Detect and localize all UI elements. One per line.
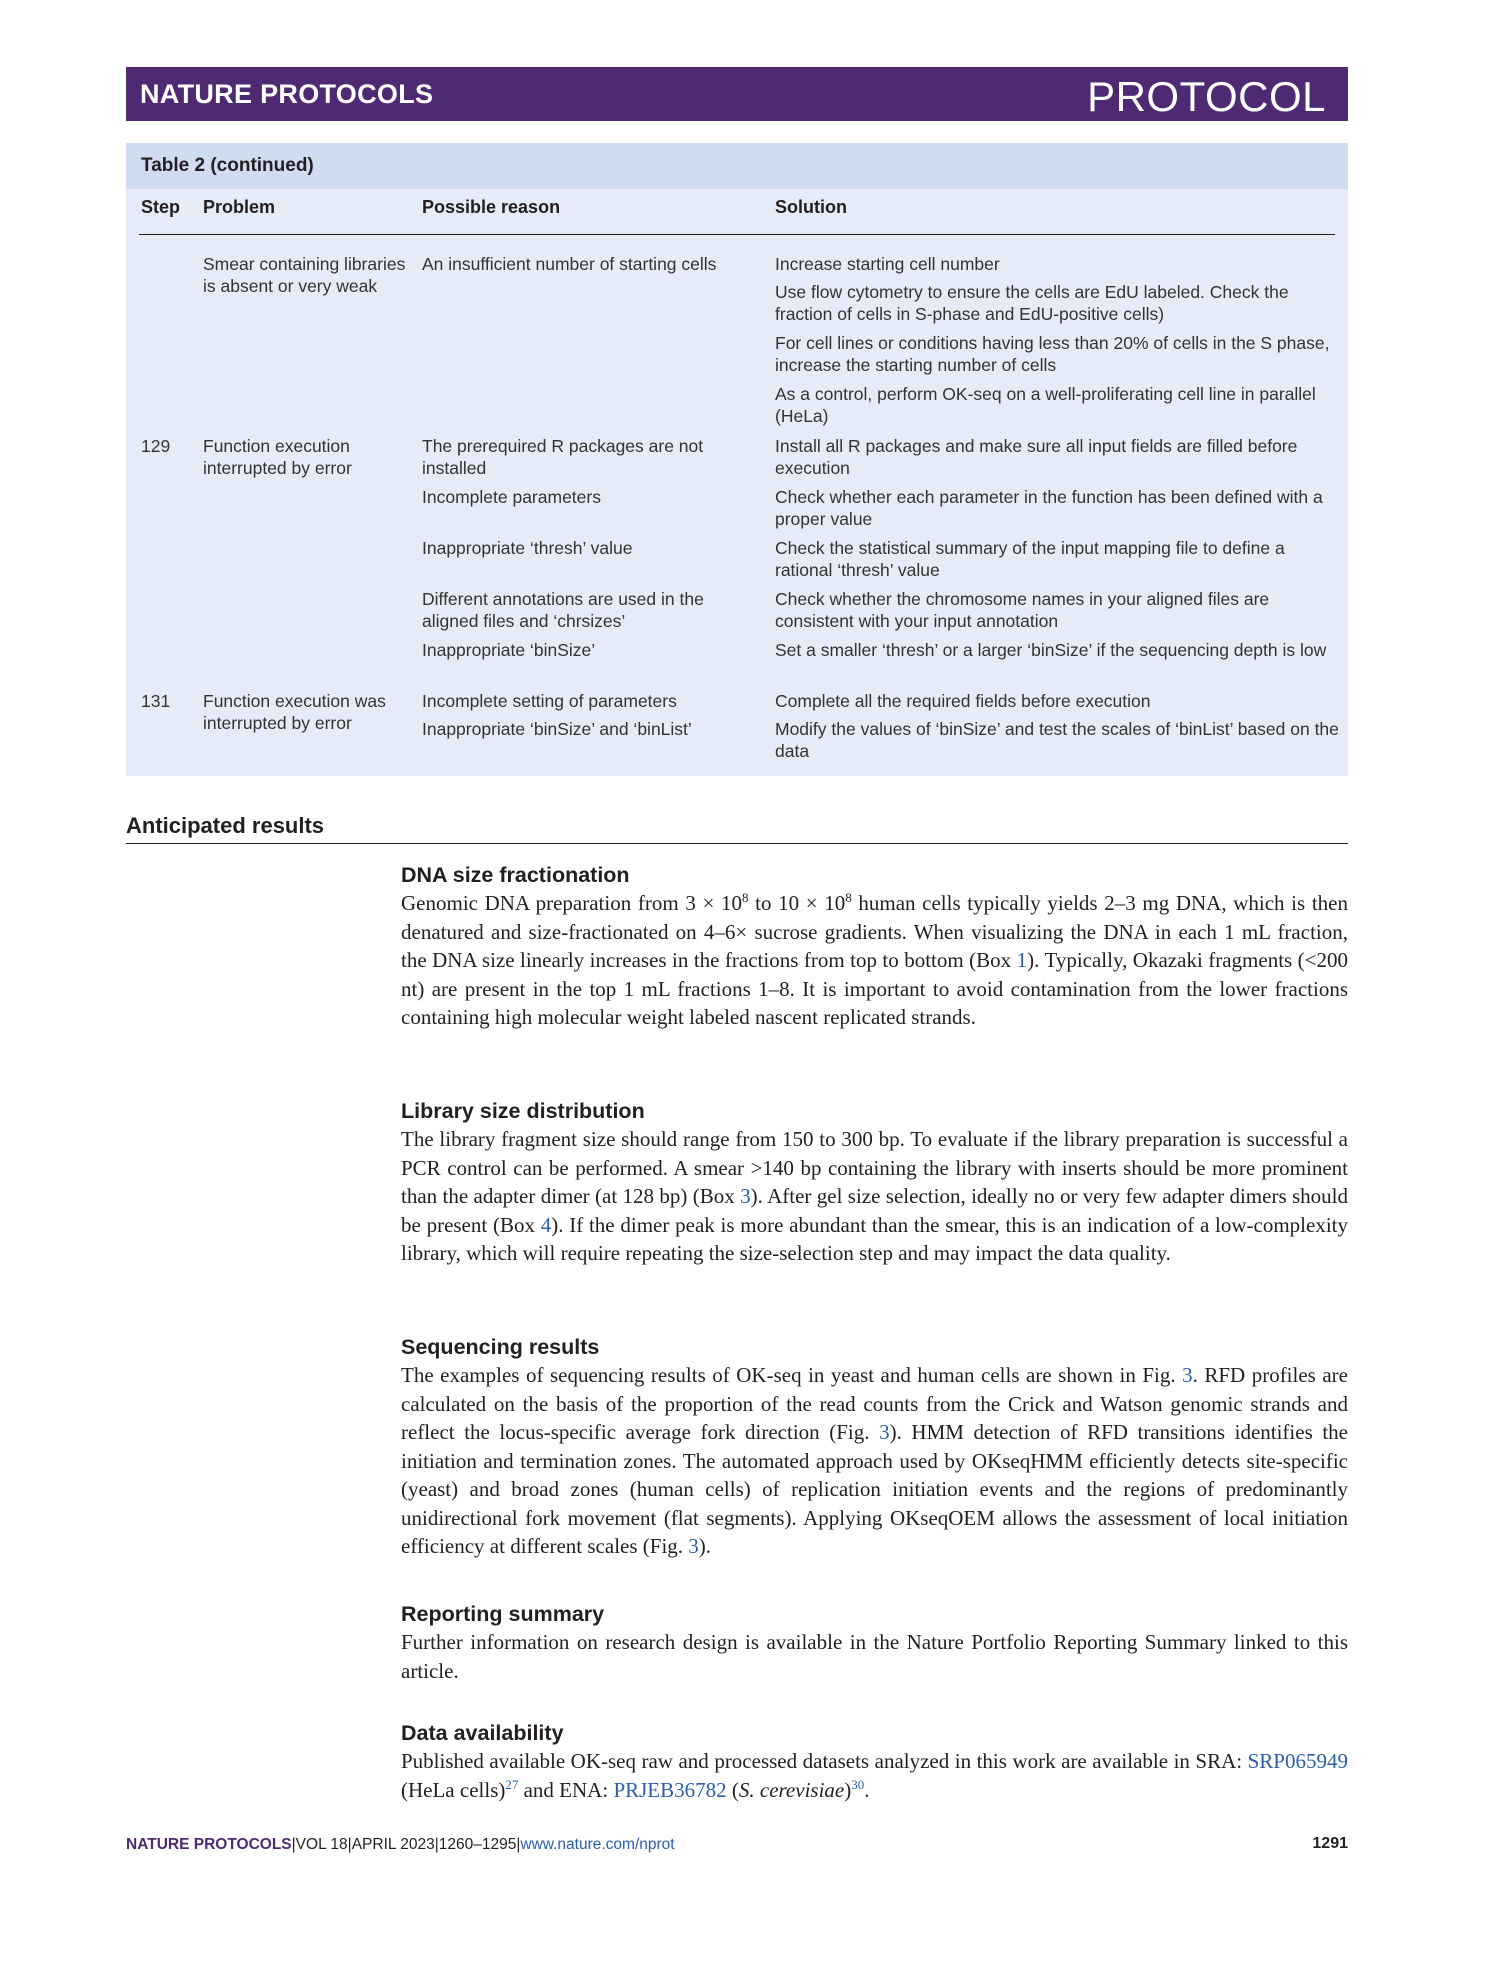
column-header-solution: Solution bbox=[775, 197, 847, 217]
ena-accession-link[interactable]: PRJEB36782 bbox=[613, 1777, 727, 1802]
text-run: to 10 × 10 bbox=[748, 891, 846, 915]
solution-cell: As a control, perform OK-seq on a well-proliferating cell line in parallel (HeLa) bbox=[775, 384, 1316, 426]
problem-cell: Function execution interrupted by error bbox=[203, 436, 352, 478]
subsection-sequencing-results bbox=[401, 1333, 1348, 1561]
reason-cell: Different annotations are used in the aligned files and ‘chrsizes’ bbox=[422, 589, 704, 631]
text-run: ). After gel size selection, ideally no or very few adapter dimers should be present (Box bbox=[401, 1184, 1349, 1237]
box-reference-link[interactable]: 3 bbox=[740, 1184, 751, 1208]
reason-cell: Incomplete parameters bbox=[422, 487, 601, 507]
solution-cell: For cell lines or conditions having less than 20% of cells in the S phase, increase the starting number of cells bbox=[775, 333, 1330, 375]
text-run: The examples of sequencing results of OK-seq in yeast and human cells are shown in Fig. bbox=[401, 1363, 1183, 1387]
reason-cell: Incomplete setting of parameters bbox=[422, 691, 677, 711]
subsection-heading: Reporting summary bbox=[401, 1602, 605, 1626]
reason-cell: The prerequired R packages are not installed bbox=[422, 436, 704, 478]
text-run: ). bbox=[698, 1534, 712, 1558]
text-run: . bbox=[864, 1777, 870, 1802]
solution-cell: Check whether the chromosome names in your aligned files are consistent with your input annotation bbox=[775, 589, 1270, 631]
text-run: ( bbox=[726, 1777, 739, 1802]
box-reference-link[interactable]: 1 bbox=[1016, 948, 1028, 972]
citation-link[interactable]: 30 bbox=[851, 1776, 865, 1792]
footer-separator: | bbox=[516, 1836, 521, 1853]
problem-cell: Smear containing libraries is absent or very weak bbox=[203, 254, 406, 296]
page-number: 1291 bbox=[1312, 1835, 1348, 1852]
paragraph bbox=[401, 1361, 1348, 1561]
section-rule bbox=[126, 843, 1348, 844]
journal-name: NATURE PROTOCOLS bbox=[140, 79, 434, 109]
troubleshooting-table bbox=[126, 143, 1348, 776]
paragraph: Further information on research design is available in the Nature Portfolio Reporting Summary linked to this article. bbox=[401, 1630, 1348, 1683]
column-header-reason: Possible reason bbox=[422, 197, 561, 217]
footer-url-link[interactable]: www.nature.com/nprot bbox=[520, 1836, 675, 1853]
footer-pages: 1260–1295 bbox=[438, 1836, 517, 1853]
solution-cell: Install all R packages and make sure all input fields are filled before execution bbox=[775, 436, 1298, 478]
column-header-step: Step bbox=[141, 197, 181, 217]
text-run: ). HMM detection of RFD transitions identifies the initiation and termination zones. The automated approach used by OKseqHMM efficiently detects site-specific (yeast) and broad zones (human cells) of replication initiation events and the regions of predominantly unidirectional fork movement (flat segments). Applying OKseqOEM allows the assessment of local initiation efficiency at different scales (Fig. bbox=[401, 1420, 1348, 1558]
box-reference-link[interactable]: 4 bbox=[540, 1212, 552, 1237]
reason-cell: An insufficient number of starting cells bbox=[422, 254, 717, 274]
solution-cell: Check the statistical summary of the input mapping file to define a rational ‘thresh’ value bbox=[775, 538, 1285, 580]
subsection-dna-size bbox=[401, 861, 1348, 1032]
reason-cell: Inappropriate ‘binSize’ bbox=[422, 640, 596, 660]
solution-cell: Use flow cytometry to ensure the cells are EdU labeled. Check the fraction of cells in S-phase and EdU-positive cells) bbox=[775, 282, 1289, 324]
text-run: ). Typically, Okazaki fragments (<200 nt) are present in the top 1 mL fractions 1–8. It is important to avoid contamination from the lower fractions containing high molecular weight labeled nascent replicated strands. bbox=[401, 948, 1348, 1029]
subsection-data-availability bbox=[401, 1719, 1348, 1804]
text-run: The library fragment size should range from 150 to 300 bp. To evaluate if the library preparation is successful a PCR control can be performed. A smear >140 bp containing the library with inserts should be more prominent than the adapter dimer (at 128 bp) (Box bbox=[401, 1127, 1348, 1208]
species-name: S. cerevisiae bbox=[738, 1777, 845, 1802]
subsection-heading: DNA size fractionation bbox=[401, 863, 630, 887]
subsection-heading: Sequencing results bbox=[401, 1335, 600, 1359]
table-caption: Table 2 (continued) bbox=[141, 155, 314, 176]
text-run: . RFD profiles are calculated on the basis of the proportion of the read counts from the Crick and Watson genomic strands and reflect the locus-specific average fork direction (Fig. bbox=[401, 1363, 1348, 1444]
figure-reference-link[interactable]: 3 bbox=[688, 1534, 699, 1558]
figure-reference-link[interactable]: 3 bbox=[1182, 1363, 1193, 1387]
solution-cell: Increase starting cell number bbox=[775, 254, 1000, 274]
paragraph bbox=[401, 1125, 1348, 1268]
reason-cell: Inappropriate ‘binSize’ and ‘binList’ bbox=[422, 719, 692, 739]
paragraph bbox=[401, 1747, 1348, 1804]
figure-reference-link[interactable]: 3 bbox=[879, 1420, 890, 1444]
sra-accession-link[interactable]: SRP065949 bbox=[1247, 1749, 1348, 1773]
page-footer bbox=[126, 1836, 675, 1854]
paragraph bbox=[401, 889, 1348, 1032]
subsection-heading: Library size distribution bbox=[401, 1099, 645, 1123]
text-run: ). If the dimer peak is more abundant than the smear, this is an indication of a low-complexity library, which will require repeating the size-selection step and may impact the data quality. bbox=[401, 1212, 1349, 1265]
subsection-heading: Data availability bbox=[401, 1721, 564, 1745]
solution-cell: Complete all the required fields before execution bbox=[775, 691, 1151, 711]
step-cell: 129 bbox=[141, 436, 171, 456]
section-title-anticipated-results: Anticipated results bbox=[126, 813, 325, 838]
journal-header bbox=[126, 67, 1348, 121]
footer-separator: | bbox=[291, 1836, 296, 1853]
solution-cell: Set a smaller ‘thresh’ or a larger ‘binSize’ if the sequencing depth is low bbox=[775, 640, 1327, 660]
subsection-library-size bbox=[401, 1097, 1348, 1268]
table-caption-bar bbox=[126, 143, 1348, 189]
reason-cell: Inappropriate ‘thresh’ value bbox=[422, 538, 633, 558]
citation-link[interactable]: 27 bbox=[505, 1776, 519, 1792]
solution-cell: Modify the values of ‘binSize’ and test the scales of ‘binList’ based on the data bbox=[775, 719, 1339, 761]
exponent: 8 bbox=[741, 890, 749, 905]
column-header-problem: Problem bbox=[203, 197, 276, 217]
footer-journal: NATURE PROTOCOLS bbox=[126, 1836, 292, 1853]
text-run: (HeLa cells) bbox=[401, 1777, 506, 1802]
article-type: PROTOCOL bbox=[1087, 73, 1326, 120]
text-run: and ENA: bbox=[518, 1777, 614, 1802]
subsection-reporting-summary bbox=[401, 1600, 1348, 1685]
problem-cell: Function execution was interrupted by error bbox=[203, 691, 386, 733]
footer-volume: VOL 18 bbox=[295, 1836, 348, 1853]
footer-date: APRIL 2023 bbox=[351, 1836, 435, 1853]
exponent: 8 bbox=[845, 890, 852, 905]
text-run: Genomic DNA preparation from 3 × 10 bbox=[401, 891, 742, 915]
table-header-rule bbox=[139, 234, 1335, 235]
text-run: Published available OK-seq raw and processed datasets analyzed in this work are available in SRA: bbox=[401, 1749, 1248, 1773]
footer-separator: | bbox=[434, 1836, 439, 1853]
step-cell: 131 bbox=[141, 691, 171, 711]
footer-separator: | bbox=[347, 1836, 352, 1853]
solution-cell: Check whether each parameter in the function has been defined with a proper value bbox=[775, 487, 1323, 529]
text-run: human cells typically yields 2–3 mg DNA, which is then denatured and size-fractionated on 4–6× sucrose gradients. When visualizing the DNA in each 1 mL fraction, the DNA size linearly increases in the fractions from top to bottom (Box bbox=[401, 891, 1348, 972]
text-run: ) bbox=[844, 1777, 852, 1802]
